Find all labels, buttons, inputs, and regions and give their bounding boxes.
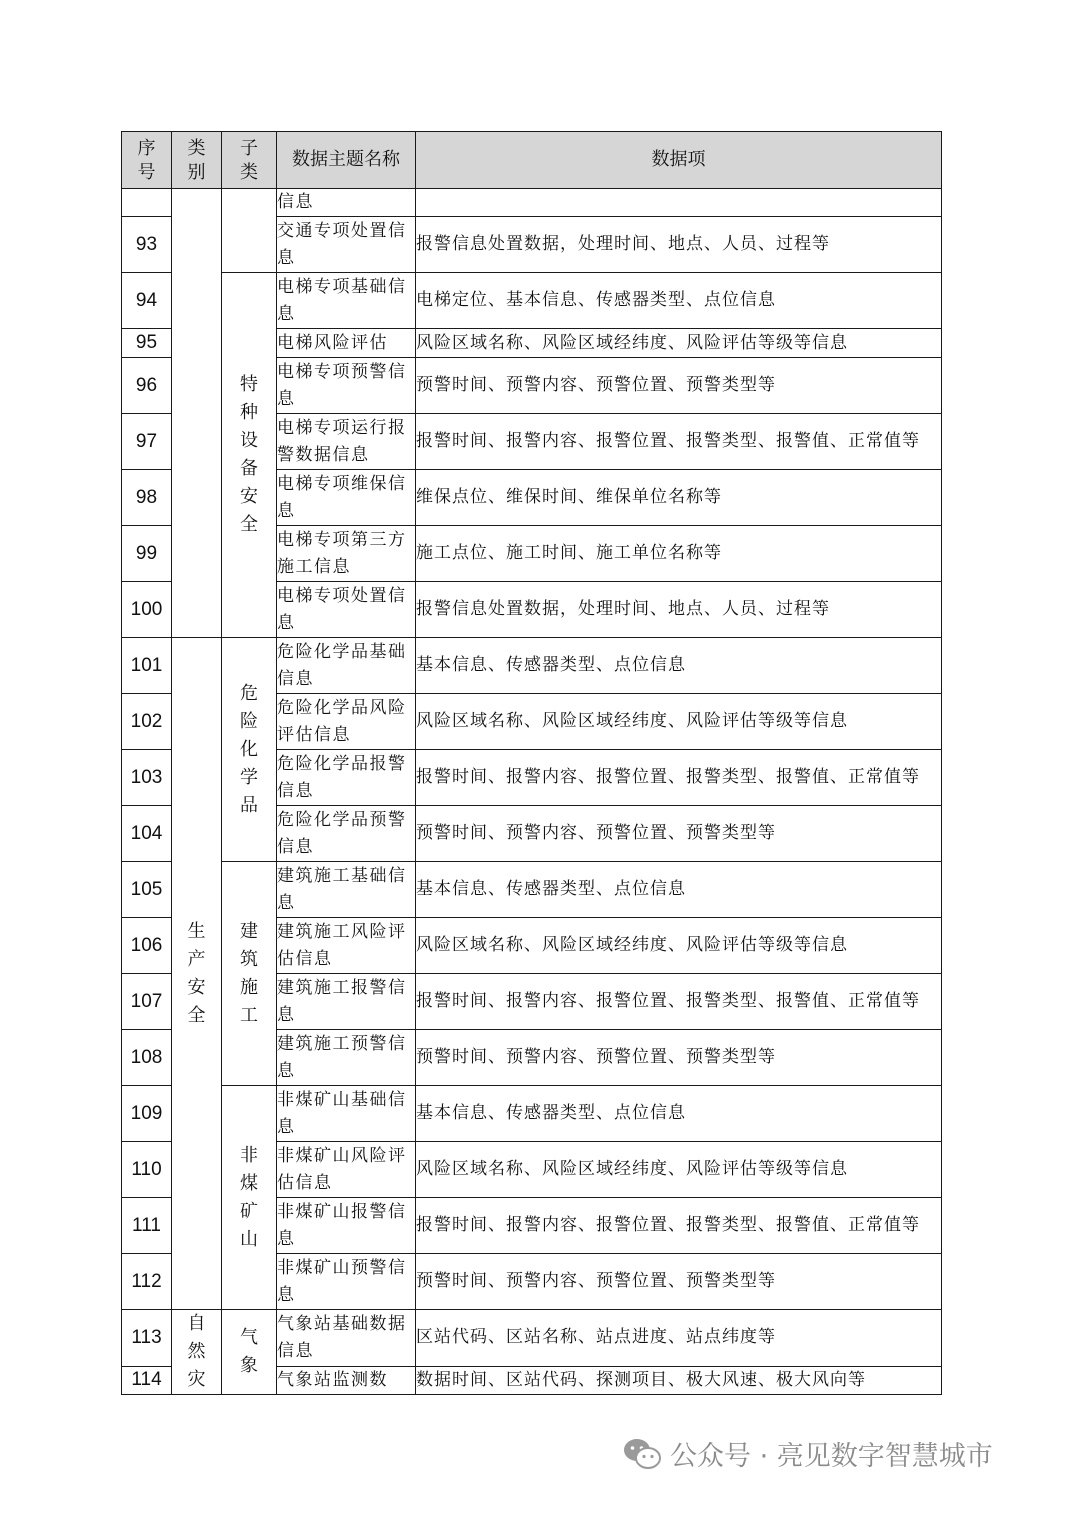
subcategory-cell-continued xyxy=(222,189,277,273)
data-topic-table xyxy=(121,131,942,1395)
subcategory-special-equipment: 特种设备安全 xyxy=(222,273,277,638)
row-topic: 危险化学品预警信息 xyxy=(277,806,416,862)
row-items: 基本信息、传感器类型、点位信息 xyxy=(416,1086,942,1142)
row-number: 95 xyxy=(122,329,172,358)
watermark xyxy=(622,1434,993,1473)
row-number: 103 xyxy=(122,750,172,806)
table-row xyxy=(122,862,942,918)
row-topic: 危险化学品报警信息 xyxy=(277,750,416,806)
row-topic: 电梯专项预警信息 xyxy=(277,358,416,414)
row-items: 预警时间、预警内容、预警位置、预警类型等 xyxy=(416,806,942,862)
row-number: 93 xyxy=(122,217,172,273)
row-topic: 非煤矿山预警信息 xyxy=(277,1254,416,1310)
row-items: 报警信息处置数据，处理时间、地点、人员、过程等 xyxy=(416,217,942,273)
row-topic: 电梯专项维保信息 xyxy=(277,470,416,526)
table-row xyxy=(122,638,942,694)
header-seq: 序号 xyxy=(122,132,172,189)
row-items: 预警时间、预警内容、预警位置、预警类型等 xyxy=(416,1254,942,1310)
row-topic: 电梯专项基础信息 xyxy=(277,273,416,329)
row-items: 报警时间、报警内容、报警位置、报警类型、报警值、正常值等 xyxy=(416,1198,942,1254)
row-number: 106 xyxy=(122,918,172,974)
table-row xyxy=(122,1310,942,1367)
row-number: 110 xyxy=(122,1142,172,1198)
category-natural-disaster: 自然灾 xyxy=(172,1310,222,1395)
category-production-safety: 生产安全 xyxy=(172,638,222,1310)
row-topic: 气象站监测数 xyxy=(277,1366,416,1394)
row-items: 风险区域名称、风险区域经纬度、风险评估等级等信息 xyxy=(416,1142,942,1198)
row-topic: 交通专项处置信息 xyxy=(277,217,416,273)
row-number: 96 xyxy=(122,358,172,414)
category-cell-continued xyxy=(172,189,222,638)
row-number: 105 xyxy=(122,862,172,918)
row-number: 101 xyxy=(122,638,172,694)
subcategory-construction: 建筑施工 xyxy=(222,862,277,1086)
row-items: 报警信息处置数据，处理时间、地点、人员、过程等 xyxy=(416,582,942,638)
row-topic: 电梯专项处置信息 xyxy=(277,582,416,638)
subcategory-weather: 气象 xyxy=(222,1310,277,1395)
row-items: 区站代码、区站名称、站点进度、站点纬度等 xyxy=(416,1310,942,1367)
row-topic: 信息 xyxy=(277,189,416,217)
row-number: 104 xyxy=(122,806,172,862)
table-row xyxy=(122,189,942,217)
subcategory-non-coal-mine: 非煤矿山 xyxy=(222,1086,277,1310)
row-items: 风险区域名称、风险区域经纬度、风险评估等级等信息 xyxy=(416,694,942,750)
row-number: 98 xyxy=(122,470,172,526)
row-topic: 建筑施工风险评估信息 xyxy=(277,918,416,974)
row-topic: 非煤矿山报警信息 xyxy=(277,1198,416,1254)
row-topic: 危险化学品基础信息 xyxy=(277,638,416,694)
row-items: 预警时间、预警内容、预警位置、预警类型等 xyxy=(416,358,942,414)
row-number xyxy=(122,189,172,217)
row-items: 电梯定位、基本信息、传感器类型、点位信息 xyxy=(416,273,942,329)
row-number: 109 xyxy=(122,1086,172,1142)
watermark-text: 公众号 · 亮见数字智慧城市 xyxy=(670,1441,993,1472)
header-topic: 数据主题名称 xyxy=(277,132,416,189)
row-items: 风险区域名称、风险区域经纬度、风险评估等级等信息 xyxy=(416,918,942,974)
row-items: 施工点位、施工时间、施工单位名称等 xyxy=(416,526,942,582)
row-items: 风险区域名称、风险区域经纬度、风险评估等级等信息 xyxy=(416,329,942,358)
wechat-icon xyxy=(622,1437,662,1471)
row-topic: 电梯专项运行报警数据信息 xyxy=(277,414,416,470)
row-items: 维保点位、维保时间、维保单位名称等 xyxy=(416,470,942,526)
row-topic: 非煤矿山基础信息 xyxy=(277,1086,416,1142)
row-number: 107 xyxy=(122,974,172,1030)
row-topic: 电梯专项第三方施工信息 xyxy=(277,526,416,582)
row-topic: 气象站基础数据信息 xyxy=(277,1310,416,1367)
row-number: 113 xyxy=(122,1310,172,1367)
table-row xyxy=(122,273,942,329)
subcategory-hazardous-chemicals: 危险化学品 xyxy=(222,638,277,862)
row-topic: 建筑施工预警信息 xyxy=(277,1030,416,1086)
row-number: 94 xyxy=(122,273,172,329)
row-items: 报警时间、报警内容、报警位置、报警类型、报警值、正常值等 xyxy=(416,974,942,1030)
row-items: 报警时间、报警内容、报警位置、报警类型、报警值、正常值等 xyxy=(416,750,942,806)
row-items: 预警时间、预警内容、预警位置、预警类型等 xyxy=(416,1030,942,1086)
header-category: 类别 xyxy=(172,132,222,189)
row-topic: 危险化学品风险评估信息 xyxy=(277,694,416,750)
row-items: 基本信息、传感器类型、点位信息 xyxy=(416,862,942,918)
row-items: 基本信息、传感器类型、点位信息 xyxy=(416,638,942,694)
row-number: 102 xyxy=(122,694,172,750)
row-topic: 建筑施工报警信息 xyxy=(277,974,416,1030)
table-row xyxy=(122,1086,942,1142)
header-items: 数据项 xyxy=(416,132,942,189)
row-topic: 建筑施工基础信息 xyxy=(277,862,416,918)
row-items xyxy=(416,189,942,217)
row-items: 数据时间、区站代码、探测项目、极大风速、极大风向等 xyxy=(416,1366,942,1394)
row-number: 111 xyxy=(122,1198,172,1254)
row-number: 100 xyxy=(122,582,172,638)
row-topic: 电梯风险评估 xyxy=(277,329,416,358)
row-number: 97 xyxy=(122,414,172,470)
table-header-row xyxy=(122,132,942,189)
header-subcategory: 子类 xyxy=(222,132,277,189)
row-number: 108 xyxy=(122,1030,172,1086)
row-items: 报警时间、报警内容、报警位置、报警类型、报警值、正常值等 xyxy=(416,414,942,470)
row-number: 114 xyxy=(122,1366,172,1394)
row-number: 99 xyxy=(122,526,172,582)
row-number: 112 xyxy=(122,1254,172,1310)
row-topic: 非煤矿山风险评估信息 xyxy=(277,1142,416,1198)
